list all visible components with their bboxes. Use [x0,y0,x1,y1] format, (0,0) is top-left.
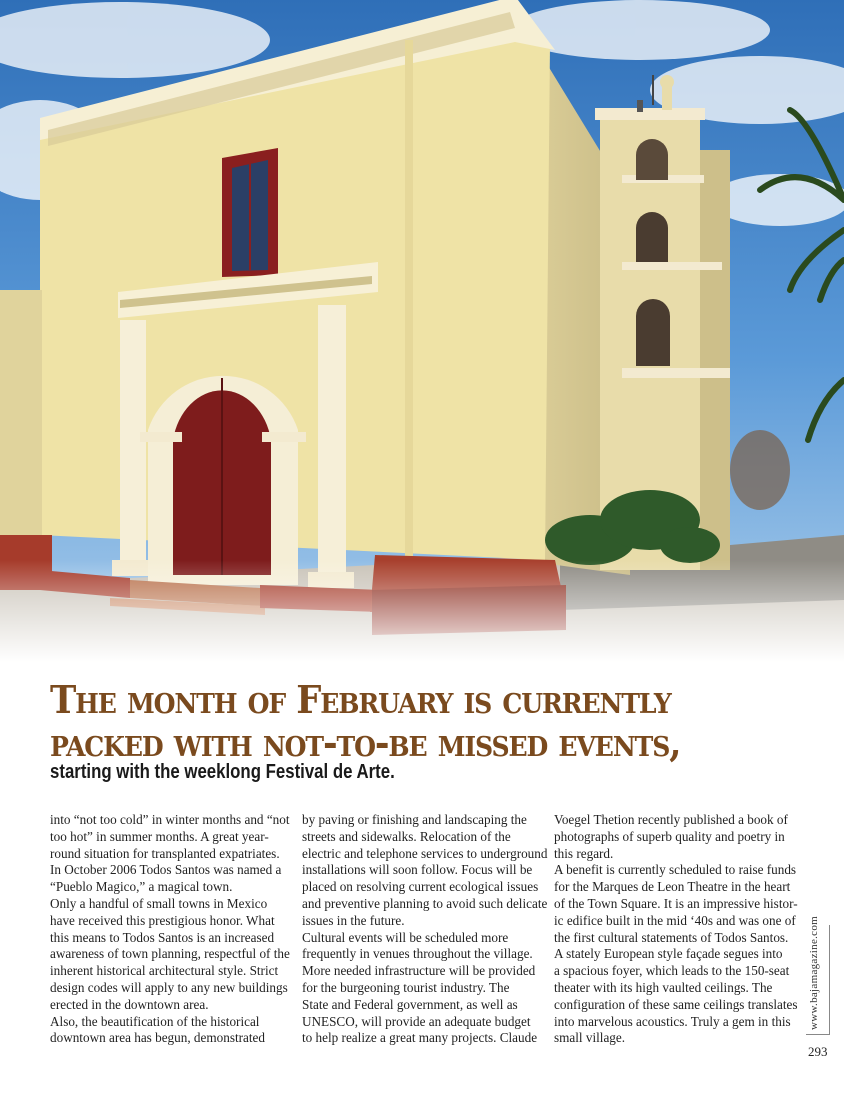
body-line: Only a handful of small towns in Mexico [50,895,268,911]
body-line: this means to Todos Santos is an increased [50,929,275,945]
body-line: ic edifice built in the mid ‘40s and was one of [554,912,796,928]
body-line: State and Federal government, as well as [302,996,518,1012]
body-line: of the Town Square. It is an impressive histor- [554,895,798,911]
body-line: too hot” in summer months. A great year- [50,828,269,844]
body-line: design codes will apply to any new buildings [50,979,288,995]
article-subhead: starting with the weeklong Festival de Arte. [50,761,395,783]
distant-trees [730,430,790,510]
body-line: by paving or finishing and landscaping the [302,812,527,827]
body-line: awareness of town planning, respectful of the [50,946,290,962]
body-line: issues in the future. [302,912,405,928]
body-line: “Pueblo Magico,” a magical town. [50,879,233,895]
body-line: Also, the beautification of the historical [50,1013,260,1029]
body-line: this regard. [554,845,614,861]
body-line: configuration of these same ceilings translates [554,996,798,1012]
body-line: Cultural events will be scheduled more [302,929,509,945]
body-line: A stately European style façade segues into [554,946,783,962]
body-column-3 [554,812,798,1047]
body-line: A benefit is currently scheduled to raise funds [554,862,797,878]
body-column-2 [302,812,548,1047]
body-line: streets and sidewalks. Relocation of the [302,828,511,844]
page-number: 293 [808,1044,828,1059]
body-line: have received this prestigious honor. What [50,912,275,928]
body-line: the first cultural statements of Todos Santos. [554,929,789,945]
body-line: into “not too cold” in winter months and “not [50,812,290,827]
body-line: frequently in venues throughout the village. [302,946,533,962]
body-column-1 [50,812,290,1047]
body-line: round situation for transplanted expatriates. [50,845,280,861]
body-line: small village. [554,1030,626,1046]
body-line: downtown area has begun, demonstrated [50,1030,265,1046]
body-line: to help realize a great many projects. Claude [302,1030,538,1046]
body-line: erected in the downtown area. [50,996,209,1012]
body-line: In October 2006 Todos Santos was named a [50,862,282,878]
body-line: and preventive planning to avoid such delicate [302,895,548,911]
body-line: into marvelous acoustics. Truly a gem in this [554,1013,791,1029]
upper-window [222,148,278,277]
body-line: electric and telephone services to underground [302,845,548,861]
headline-line-1: The month of February is currently [50,677,671,722]
body-line: for the burgeoning tourist industry. The [302,979,510,995]
website-url: www.bajamagazine.com [808,915,820,1030]
body-line: UNESCO, will provide an adequate budget [302,1013,531,1029]
body-line: photographs of superb quality and poetry in [554,828,785,844]
article-headline [50,678,757,764]
headline-line-2: packed with not-to-be missed events, [50,720,681,765]
body-line: installations will soon follow. Focus will be [302,862,533,878]
body-line: Voegel Thetion recently published a book of [554,812,788,827]
body-line: placed on resolving current ecological issues [302,879,539,895]
body-line: inherent historical architectural style. Strict [50,963,279,979]
body-line: More needed infrastructure will be provided [302,963,536,979]
body-line: for the Marques de Leon Theatre in the heart [554,879,791,895]
margin-rule-vertical [829,925,830,1035]
body-line: theater with its high vaulted ceilings. The [554,979,773,995]
margin-rule-horizontal [806,1034,830,1035]
body-line: a spacious foyer, which leads to the 150-seat [554,963,790,979]
